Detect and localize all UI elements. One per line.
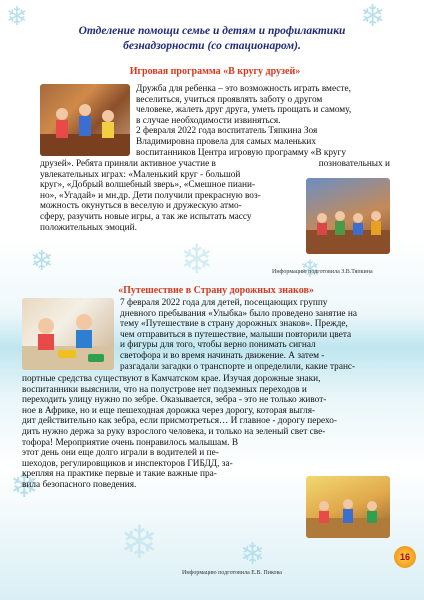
- text-line: переходить улицу нужно по зебре. Оказывается, зебра - это не только живот-: [22, 395, 327, 406]
- section2-body: [22, 374, 388, 448]
- text-line: дить нужно держа за руку взрослого человека, и только на зеленый свет све-: [22, 426, 326, 437]
- section1-tail-right: позновательных и: [318, 159, 390, 169]
- text-line: воспитанники выяснили, что на полустрове нет подземных переходов и: [22, 384, 307, 395]
- text-line: портные средства существуют в Камчатском крае. Изучая дорожные знаки,: [22, 374, 321, 384]
- text-line: положительных эмоций.: [40, 222, 137, 233]
- text-line: ное в Африке, но и еще пешеходная дорожка через дорогу, которая выгля-: [22, 405, 316, 416]
- snowflake-icon: ❄: [30, 246, 54, 277]
- text-line: этот день они еще долго играли в водителей и пе-: [22, 448, 219, 458]
- text-line: крепляя на практике первые и такие важные пра-: [22, 469, 217, 480]
- text-line: воспитанников Центра игровую программу «В кругу: [136, 147, 347, 158]
- snowflake-icon: ❄: [180, 237, 214, 282]
- text-line: можность окунуться в веселую и дружескую атмо-: [40, 201, 242, 212]
- section1-title: Игровая программа «В кругу друзей»: [129, 66, 301, 77]
- section1-photo-kids-playing: [40, 84, 130, 156]
- text-line: веселиться, учиться проявлять заботу о другом: [136, 94, 323, 105]
- text-line: сферу, разучить новые игры, а так же испытать массу: [40, 211, 252, 222]
- text-line: дневного пребывания «Улыбка» было проведено занятие на: [120, 308, 357, 319]
- header-line-1: Отделение помощи семье и детям и профилактики: [78, 25, 346, 37]
- text-line: шеходов, регулировщиков и инспекторов ГИБДД, за-: [22, 458, 233, 469]
- text-line: и фигуры для того, чтобы верно понимать сигнал: [120, 340, 316, 351]
- text-line: в случае необходимости извиняться.: [136, 115, 281, 126]
- text-line: 2 февраля 2022 года воспитатель Тяпкина Зоя: [136, 126, 318, 137]
- section2-ending: [22, 448, 292, 490]
- text-line: 7 февраля 2022 года для детей, посещающих группу: [120, 298, 328, 308]
- text-line: разгадали загадки о транспорте и определили, какие транс-: [120, 361, 356, 372]
- text-line: круг», «Добрый волшебный зверь», «Смешное пиани-: [40, 180, 256, 191]
- text-line: Владимировна провела для самых маленьких: [136, 136, 317, 147]
- header-line-2: безнадзорности (со стационаром).: [123, 40, 301, 52]
- section1-intro: [136, 84, 388, 158]
- text-line: светофора и во время начинать движение. А затем -: [120, 350, 325, 361]
- text-line: тему «Путешествие в страну дорожных знаков». Прежде,: [120, 319, 348, 330]
- text-line: вила безопасного поведения.: [22, 479, 137, 490]
- text-line: увлекательных играх: «Маленький круг - большой: [40, 169, 241, 180]
- classroom-illustration: [306, 476, 390, 538]
- snowflake-icon: ❄: [6, 2, 28, 31]
- text-line: чем отправиться в путешествие, малыши повторили цвета: [120, 329, 352, 340]
- section2-photo-toy-cars: [22, 298, 114, 370]
- snowflake-icon: ❄: [300, 257, 321, 283]
- page-header: [30, 24, 394, 54]
- snowflake-icon: ❄: [360, 0, 386, 33]
- section1-credit: Информацию подготовила З.В.Тяпкина: [272, 269, 373, 275]
- section1-photo-group-sitting: [306, 178, 390, 254]
- section2-title: «Путешествие в Страну дорожных знаков»: [118, 285, 314, 296]
- section2-photo-classroom: [306, 476, 390, 538]
- page-number-badge: 16: [394, 546, 416, 568]
- snowflake-icon: ❄: [120, 517, 159, 568]
- section2-intro: [120, 298, 388, 372]
- toy-cars-illustration: [22, 298, 114, 370]
- kids-playing-illustration: [40, 84, 130, 156]
- section1-body: [40, 159, 302, 233]
- section2-credit: Информацию подготовила Е.В. Пикова: [182, 570, 282, 576]
- text-line: друзей». Ребята приняли активное участие в: [40, 159, 216, 169]
- text-line: человеке, жалеть друг друга, уметь прощать и самому,: [136, 105, 352, 116]
- text-line: но», «Угадай» и мн.др. Дети получили прекрасную воз-: [40, 190, 261, 201]
- snowflake-icon: ❄: [240, 538, 266, 571]
- text-line: Дружба для ребенка – это возможность играть вместе,: [136, 84, 351, 94]
- text-line: дит действительно как зебра, если присмотреться… И главное - дорогу перехо-: [22, 416, 338, 427]
- snowflake-icon: ❄: [10, 468, 39, 505]
- group-sitting-illustration: [306, 178, 390, 254]
- text-line: тофора! Мероприятие очень понравилось малышам. В: [22, 437, 239, 448]
